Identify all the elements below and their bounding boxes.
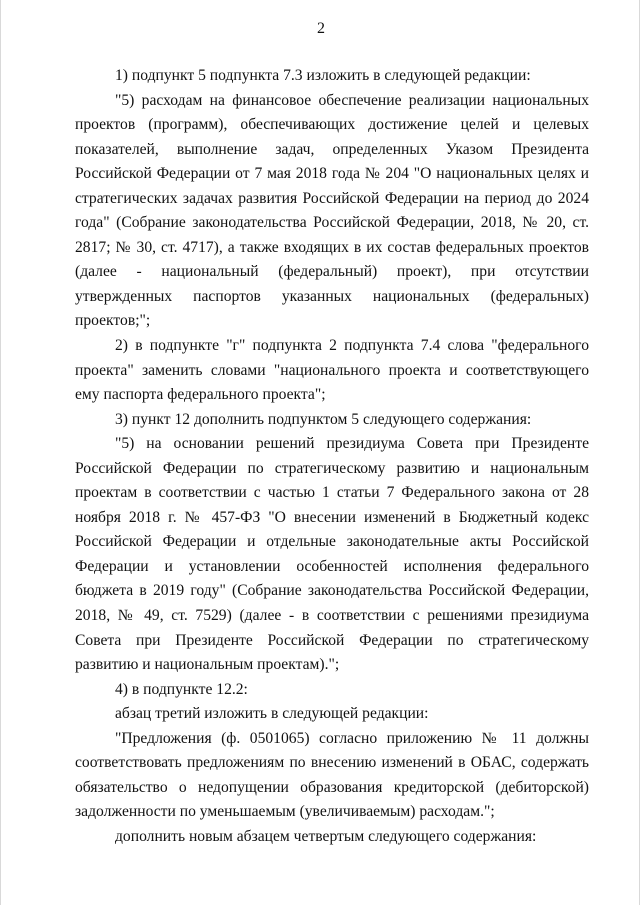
paragraph-1: 1) подпункт 5 подпункта 7.3 изложить в следующей редакции: [115,67,531,84]
paragraph-9: дополнить новым абзацем четвертым следующего содержания: [115,827,537,845]
paragraph-7: абзац третий изложить в следующей редакции: [115,705,429,723]
page-number: 2 [317,20,325,37]
paragraph-5: "5) на основании решений президиума Совета при Президенте Российской Федерации по стратегическому развитию и национальным проектам в соответствии с частью 1 статьи 7 Федерального закона от 28 ноября 2018 г. № 457-ФЗ "О внесении изменений в Бюджетный кодекс Российской Федерации и отдельные законодательные акты Российской Федерации и установлении особенностей исполнения федерального бюджета в 2019 году" (Собрание законодательства Российской Федерации, 2018, № 49, ст. 7529) (далее - в соответствии с решениями президиума Совета при Президенте Российской Федерации по стратегическому развитию и национальным проектам)."; [75,435,589,674]
document-body [75,64,589,850]
paragraph-8: "Предложения (ф. 0501065) согласно приложению № 11 должны соответствовать предложениям по внесению изменений в ОБАС, содержать обязательство о недопущении образования кредиторской (дебиторской) задолженности по уменьшаемым (увеличиваемым) расходам."; [75,729,589,821]
paragraph-2: "5) расходам на финансовое обеспечение реализации национальных проектов (программ), обеспечивающих достижение целей и целевых показателей, выполнение задач, определенных Указом Президента Российской Федерации от 7 мая 2018 года № 204 "О национальных целях и стратегических задачах развития Российской Федерации на период до 2024 года" (Собрание законодательства Российской Федерации, 2018, № 20, ст. 2817; № 30, ст. 4717), а также входящих в их состав федеральных проектов (далее - национальный (федеральный) проект), при отсутствии утвержденных паспортов указанных национальных (федеральных) проектов;"; [75,91,589,330]
paragraph-3: 2) в подпункте "г" подпункта 2 подпункта 7.4 слова "федерального проекта" заменить словами "национального проекта и соответствующего ему паспорта федерального проекта"; [75,337,589,404]
paragraph-4: 3) пункт 12 дополнить подпунктом 5 следующего содержания: [115,410,532,428]
paragraph-6: 4) в подпункте 12.2: [115,680,248,698]
